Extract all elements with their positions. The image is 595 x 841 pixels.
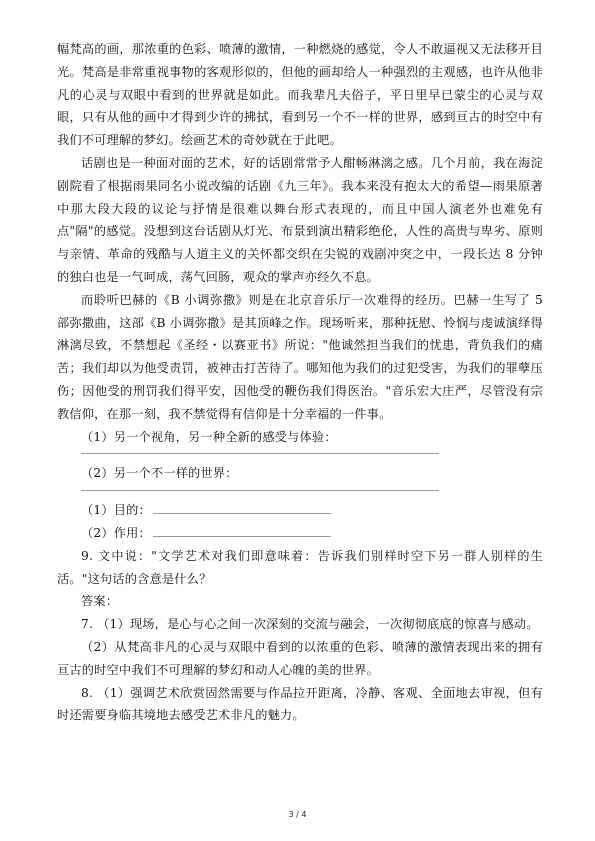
question-8-2: （2）另一个不一样的世界： [81,466,238,481]
question-purpose-label: （1）目的： [81,503,151,518]
paragraph-drama: 话剧也是一种面对面的艺术，好的话剧常常予人酣畅淋漓之感。几个月前，我在海淀剧院看了根据雨果同名小说改编的话剧《九三年》。我本来没有抱太大的希望—雨果原著中那大段大段的议论与抒情是很难以舞台形式表现的，而且中国人演老外也难免有点"隔"的感觉。没想到这台话剧从灯光、布景到演出精彩绝伦，人性的高贵与卑劣、原则与亲情、革命的残酷与人道主义的关怀都交织在尖锐的戏剧冲突之中，一段长达 8 分钟的独白也是一气呵成，荡气回肠，观众的掌声亦经久不息。 [57,155,543,284]
question-8-1: （1）另一个视角，另一种全新的感受与体验： [81,429,337,444]
answer-blank-inline[interactable] [153,501,331,514]
question-9: 9. 文中说："文学艺术对我们即意味着：告诉我们别样时空下另一群人别样的生活。"这句话的含意是什么？ [57,548,543,586]
page-number: 3 / 4 [288,810,307,819]
answer-8-1: 8. （1）强调艺术欣赏固然需要与作品拉开距离，冷静、客观、全面地去审视，但有时还需要身临其境地去感受艺术非凡的魅力。 [57,685,543,723]
answer-blank-line[interactable] [81,453,439,454]
answer-7-1: 7. （1）现场，是心与心之间一次深刻的交流与融会，一次彻彻底底的惊喜与感动。 [81,617,539,632]
page-content [57,38,543,727]
answer-blank-line[interactable] [81,490,439,491]
question-function [57,522,543,545]
answer-7-2: （2）从梵高非凡的心灵与双眼中看到的以浓重的色彩、喷薄的激情表现出来的拥有亘古的时空中我们不可理解的梦幻和动人心魄的美的世界。 [57,639,543,677]
question-purpose [57,499,543,522]
paragraph-bach: 而聆听巴赫的《B 小调弥撒》则是在北京音乐厅一次难得的经历。巴赫一生写了 5 部弥撒曲，这部《B 小调弥撒》是其顶峰之作。现场听来，那种抚慰、怜悯与虔诚演绎得淋漓尽致，不禁想起《圣经・以赛亚书》所说："他诚然担当我们的忧患，背负我们的痛苦；我们却以为他受责罚，被神击打苦待了。哪知他为我们的过犯受害，为我们的罪孽压伤；因他受的刑罚我们得平安，因他受的鞭伤我们得医治。"音乐宏大庄严，尽管没有宗教信仰，在那一刻，我不禁觉得有信仰是十分幸福的一件事。 [57,292,543,421]
paragraph-van-gogh: 幅梵高的画，那浓重的色彩、喷薄的激情，一种燃烧的感觉，令人不敢逼视又无法移开目光。梵高是非常重视事物的客观形似的，但他的画却给人一种强烈的主观感，也许从他非凡的心灵与双眼中看到的世界就是如此。而我辈凡夫俗子，平日里早已蒙尘的心灵与双眼，只有从他的画中才得到少许的拂拭，看到另一个不一样的世界，感到亘古的时空中有我们不可理解的梦幻。绘画艺术的奇妙就在于此吧。 [57,42,543,148]
answer-blank-inline[interactable] [153,524,331,537]
answer-label: 答案： [81,594,119,609]
question-function-label: （2）作用： [81,525,151,540]
